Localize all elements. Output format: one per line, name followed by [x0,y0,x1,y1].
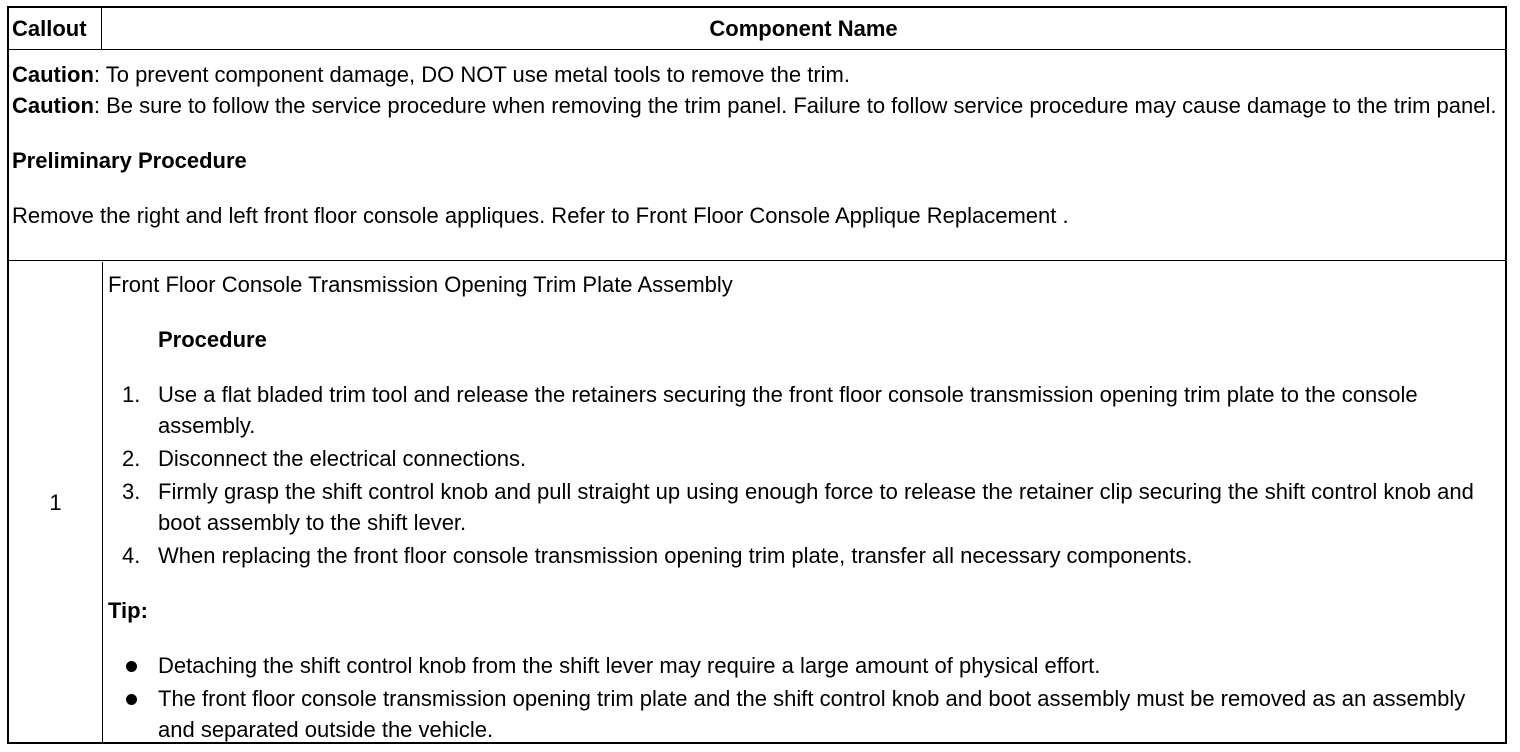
procedure-step [108,379,1499,441]
table-header-row [9,8,1505,50]
callout-column-header: Callout [9,8,102,49]
caution-label: Caution [12,93,94,118]
table-row [9,262,1505,742]
tip-heading: Tip: [108,598,148,623]
step-number: 1. [122,382,141,407]
preliminary-procedure-heading: Preliminary Procedure [12,148,247,173]
callout-number: 1 [9,262,103,742]
procedure-table [7,6,1507,744]
caution-text: : Be sure to follow the service procedure when removing the trim panel. Failure to follow service procedure may cause damage to the trim panel. [93,93,1497,118]
tip-item [108,683,1499,745]
tip-item [108,650,1499,681]
caution-text: : To prevent component damage, DO NOT use metal tools to remove the trim. [93,62,850,87]
caution-note-1 [12,59,1505,90]
bullet-icon [126,661,137,672]
procedure-steps [108,379,1499,571]
tip-list [108,650,1499,745]
step-number: 3. [122,479,141,504]
caution-label: Caution [12,62,94,87]
component-name-column-header: Component Name [709,16,898,41]
procedure-step [108,540,1499,571]
procedure-heading: Procedure [158,327,267,352]
step-text: Disconnect the electrical connections. [158,446,527,471]
caution-note-2 [12,90,1505,121]
step-number: 4. [122,543,141,568]
bullet-icon [126,694,137,705]
preliminary-procedure-text: Remove the right and left front floor console appliques. Refer to Front Floor Console Applique Replacement . [12,203,1069,228]
tip-text: Detaching the shift control knob from the shift lever may require a large amount of physical effort. [158,653,1101,678]
step-text: Firmly grasp the shift control knob and pull straight up using enough force to release the retainer clip securing the shift control knob and boot assembly to the shift lever. [158,479,1474,535]
procedure-step [108,476,1499,538]
tip-text: The front floor console transmission opening trim plate and the shift control knob and boot assembly must be removed as an assembly and separated outside the vehicle. [158,686,1466,742]
step-number: 2. [122,446,141,471]
step-text: Use a flat bladed trim tool and release the retainers securing the front floor console transmission opening trim plate to the console assembly. [158,382,1418,438]
cautions-section [9,50,1505,261]
procedure-step [108,443,1499,474]
component-title: Front Floor Console Transmission Opening Trim Plate Assembly [108,272,733,297]
component-cell [102,262,1505,742]
step-text: When replacing the front floor console transmission opening trim plate, transfer all necessary components. [158,543,1193,568]
